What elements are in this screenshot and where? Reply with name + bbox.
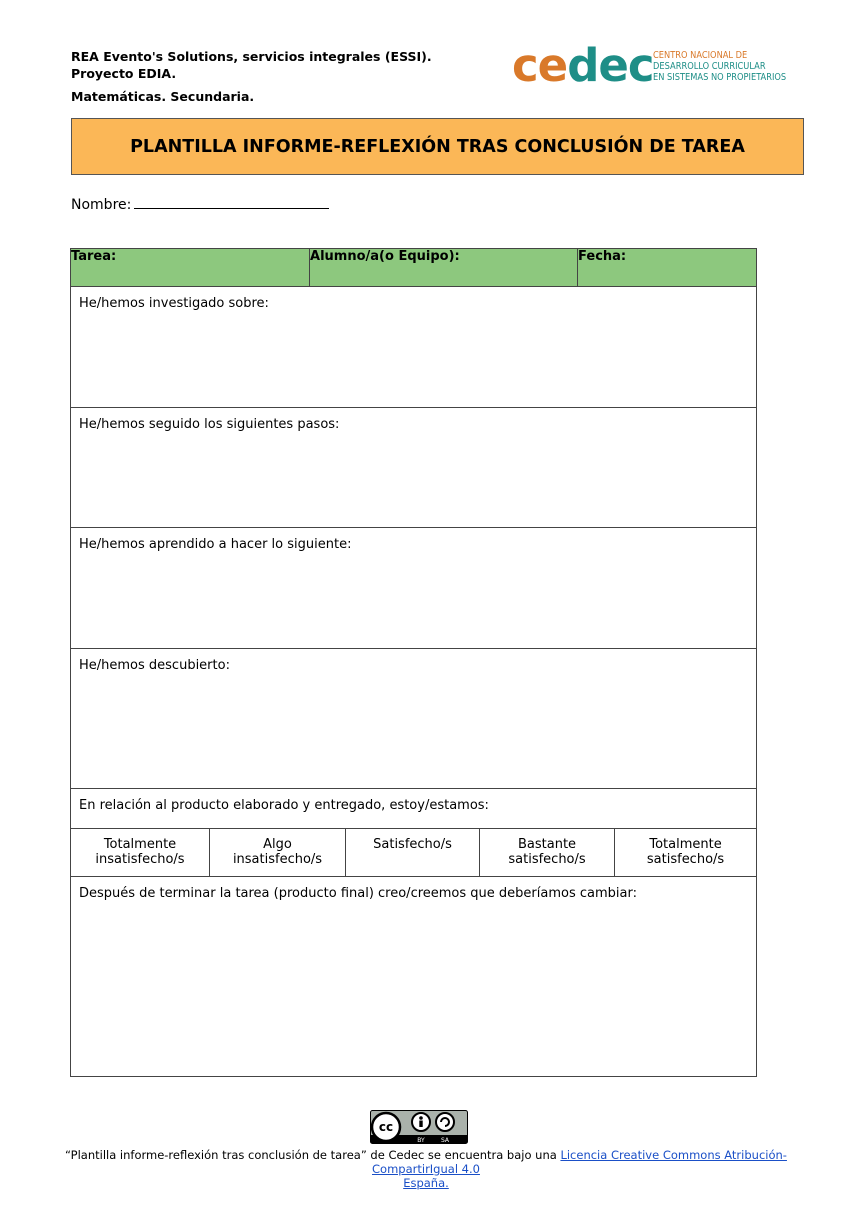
section-row-relacion	[71, 789, 757, 829]
section-descubierto[interactable]: He/hemos descubierto:	[71, 649, 757, 789]
header-line-1: REA Evento's Solutions, servicios integrales (ESSI).	[71, 49, 432, 64]
cc-badge-text: cc	[378, 1120, 394, 1134]
nombre-label: Nombre:	[71, 197, 132, 213]
section-investigado[interactable]: He/hemos investigado sobre:	[71, 287, 757, 408]
sa-badge-text: SA	[440, 1137, 450, 1144]
section-row-investigado	[71, 287, 757, 408]
rating-row	[71, 829, 757, 877]
page-title: PLANTILLA INFORME-REFLEXIÓN TRAS CONCLUSIÓN DE TAREA	[71, 118, 804, 175]
nombre-blank-line[interactable]	[134, 194, 329, 209]
logo-subtitle-2: DESARROLLO CURRICULAR	[653, 61, 766, 72]
by-badge-text: BY	[417, 1137, 425, 1144]
logo-word-part2: dec	[567, 39, 654, 92]
rating-option-2[interactable]: Algo insatisfecho/s	[210, 829, 346, 877]
cc-by-sa-badge-icon	[370, 1110, 468, 1144]
section-row-despues	[71, 877, 757, 1077]
footer-text: “Plantilla informe-reflexión tras conclusión de tarea” de Cedec se encuentra bajo una	[65, 1148, 561, 1162]
header-line-3: Matemáticas. Secundaria.	[71, 89, 255, 104]
section-pasos[interactable]: He/hemos seguido los siguientes pasos:	[71, 408, 757, 528]
logo-word-part1: ce	[512, 39, 568, 92]
report-table	[70, 248, 757, 1077]
logo-subtitle-3: EN SISTEMAS NO PROPIETARIOS	[653, 72, 787, 83]
section-row-descubierto	[71, 649, 757, 789]
header-tarea: Tarea:	[71, 249, 310, 287]
license-footer	[40, 1148, 812, 1190]
logo-subtitle-1: CENTRO NACIONAL DE	[653, 50, 748, 61]
section-row-aprendido	[71, 528, 757, 649]
rating-option-1[interactable]: Totalmente insatisfecho/s	[71, 829, 210, 877]
section-despues[interactable]: Después de terminar la tarea (producto final) creo/creemos que deberíamos cambiar:	[71, 877, 757, 1077]
section-row-pasos	[71, 408, 757, 528]
header-line-2: Proyecto EDIA.	[71, 66, 177, 81]
license-link-continued[interactable]: España.	[403, 1176, 449, 1190]
nombre-field[interactable]	[71, 194, 329, 213]
cedec-logo	[512, 36, 654, 96]
section-relacion: En relación al producto elaborado y entregado, estoy/estamos:	[71, 789, 757, 829]
license-link[interactable]: Licencia Creative Commons Atribución-CompartirIgual 4.0	[372, 1148, 787, 1176]
rating-option-3[interactable]: Satisfecho/s	[346, 829, 480, 877]
header-alumno: Alumno/a(o Equipo):	[310, 249, 578, 287]
section-aprendido[interactable]: He/hemos aprendido a hacer lo siguiente:	[71, 528, 757, 649]
header-fecha: Fecha:	[578, 249, 757, 287]
table-header-row	[71, 249, 757, 287]
rating-option-5[interactable]: Totalmente satisfecho/s	[615, 829, 757, 877]
rating-option-4[interactable]: Bastante satisfecho/s	[480, 829, 615, 877]
